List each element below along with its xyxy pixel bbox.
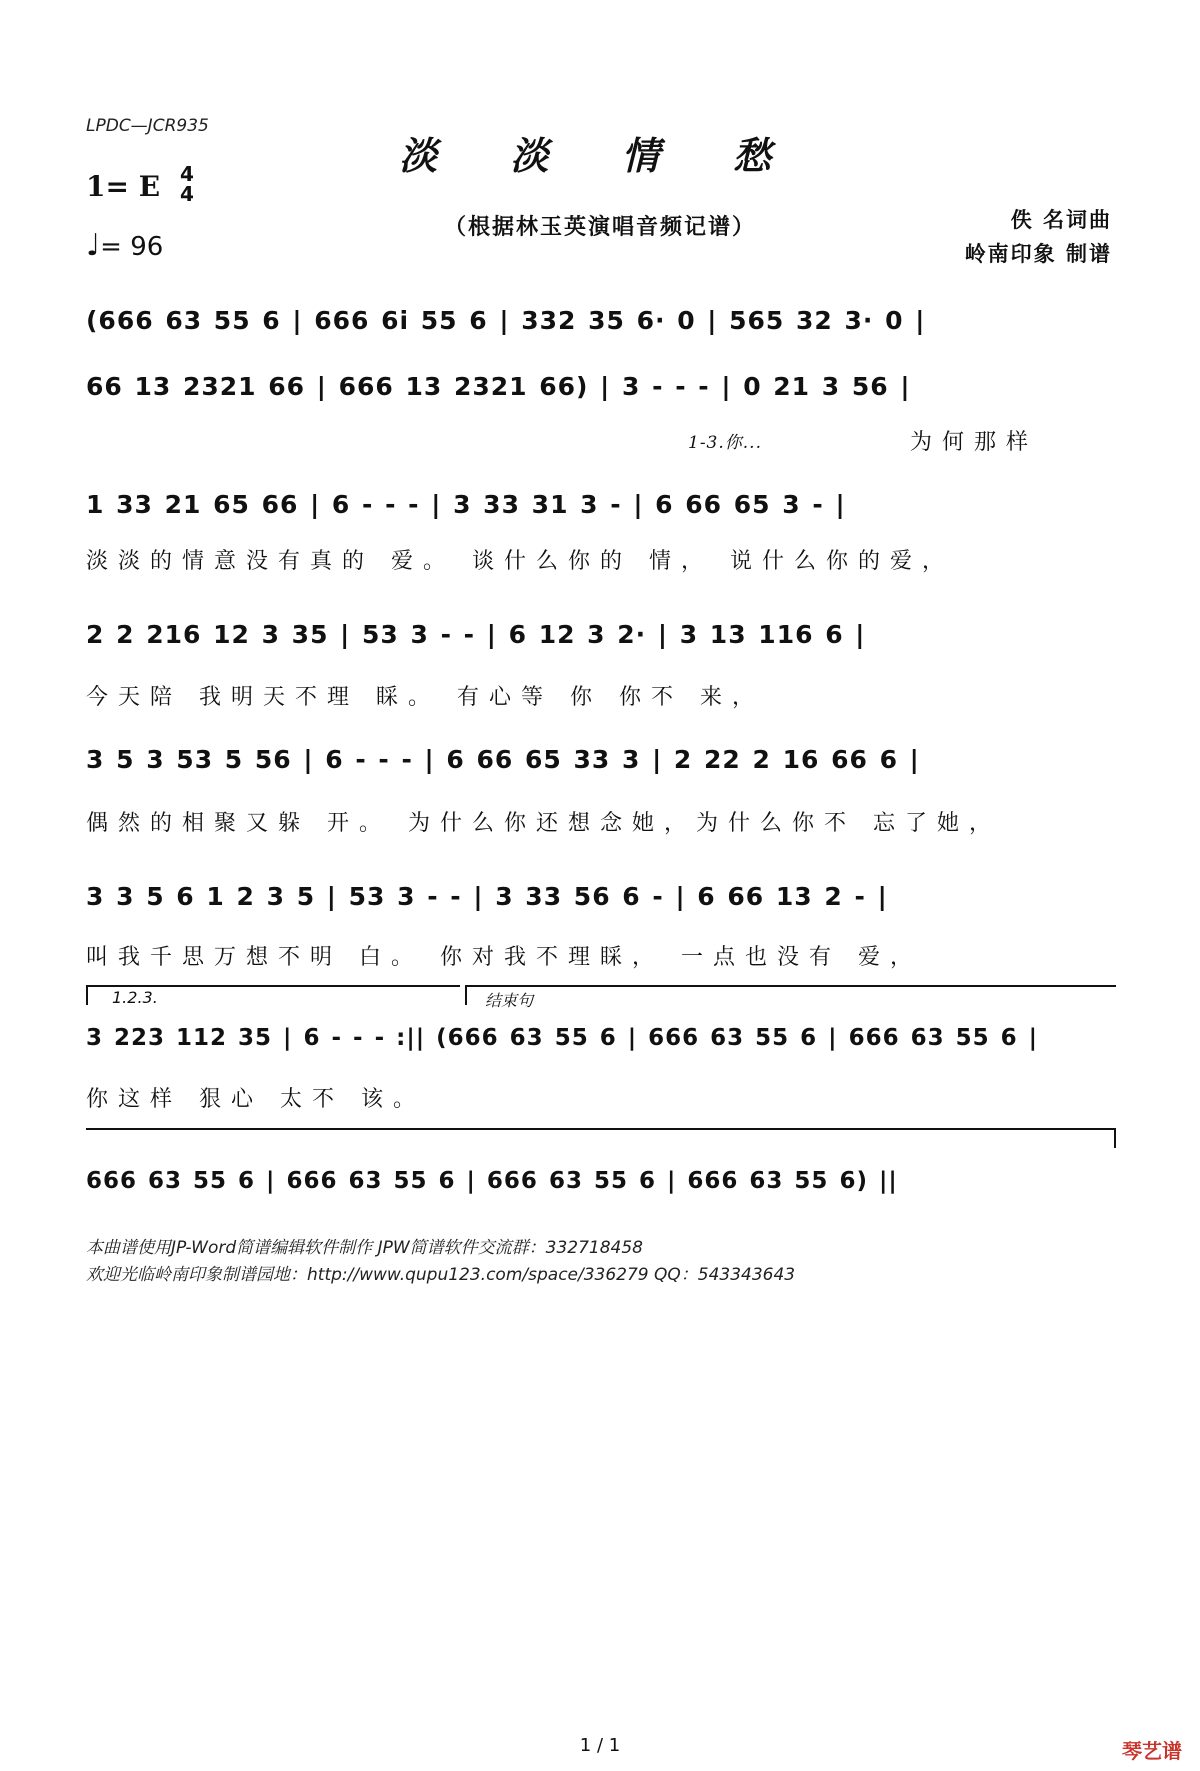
volta-label-2: 结束句 (485, 991, 534, 1010)
ending-bracket (86, 1128, 1116, 1130)
lyric-row-4: 今天陪 我明天不理 睬。 有心等 你 你不 来， (86, 685, 764, 710)
credit-arranger: 岭南印象 制谱 (964, 241, 1112, 266)
lyric-row-3: 淡淡的情意没有真的 爱。 谈什么你的 情， 说什么你的爱， (86, 549, 954, 574)
time-signature (180, 164, 194, 204)
lyric-row-2-start: 1-3.你... (688, 433, 762, 453)
volta-label-1: 1.2.3. (112, 988, 158, 1007)
music-row-4: 2 2 216 12 3 35 | 53 3 - - | 6 12 3 2· | 3 13 116 6 | (86, 620, 866, 649)
ending-bracket-tick (1114, 1128, 1116, 1148)
footer-line-1: 本曲谱使用JP-Word简谱编辑软件制作 JPW简谱软件交流群：332718458 (86, 1238, 643, 1258)
music-row-2: 66 13 2321 66 | 666 13 2321 66) | 3 - - - | 0 21 3 56 | (86, 372, 911, 401)
tempo-value: = 96 (100, 232, 164, 262)
volta-bracket-1-tick (86, 985, 88, 1005)
page-title: 淡 淡 情 愁 (399, 133, 801, 178)
time-signature-top: 4 (180, 162, 194, 186)
music-row-1: (666 63 55 6 | 666 6i 55 6 | 332 35 6· 0 | 565 32 3· 0 | (86, 306, 926, 335)
music-row-8: 666 63 55 6 | 666 63 55 6 | 666 63 55 6 | 666 63 55 6) || (86, 1168, 898, 1194)
lyric-row-6: 叫我千思万想不明 白。 你对我不理睬， 一点也没有 爱， (86, 945, 922, 970)
site-logo: 琴艺谱 (1122, 1739, 1182, 1763)
footer-line-2: 欢迎光临岭南印象制谱园地：http://www.qupu123.com/space/336279 QQ：543343643 (86, 1265, 796, 1285)
credit-lyricist-composer: 佚 名词曲 (1010, 207, 1112, 232)
score-code: LPDC—JCR935 (86, 116, 209, 136)
lyric-row-5: 偶然的相聚又躲 开。 为什么你还想念她，为什么你不 忘了她， (86, 811, 1001, 836)
volta-bracket-1 (86, 985, 460, 987)
time-signature-bottom: 4 (180, 182, 194, 206)
volta-bracket-2 (465, 985, 1116, 987)
music-row-3: 1 33 21 65 66 | 6 - - - | 3 33 31 3 - | 6 66 65 3 - | (86, 490, 846, 519)
music-row-6: 3 3 5 6 1 2 3 5 | 53 3 - - | 3 33 56 6 - | 6 66 13 2 - | (86, 882, 888, 911)
volta-bracket-2-tick (465, 985, 467, 1005)
music-row-5: 3 5 3 53 5 56 | 6 - - - | 6 66 65 33 3 | 2 22 2 16 66 6 | (86, 745, 920, 774)
quarter-note-icon: ♩ (86, 228, 101, 263)
lyric-row-2: 为何那样 (910, 430, 1039, 455)
lyric-row-7: 你这样 狠心 太不 该。 (86, 1087, 425, 1112)
key-signature: 1= E (86, 170, 161, 203)
page-number: 1 / 1 (579, 1735, 621, 1756)
subtitle: （根据林玉英演唱音频记谱） (443, 214, 756, 240)
music-row-7: 3 223 112 35 | 6 - - - :|| (666 63 55 6 | 666 63 55 6 | 666 63 55 6 | (86, 1025, 1039, 1051)
